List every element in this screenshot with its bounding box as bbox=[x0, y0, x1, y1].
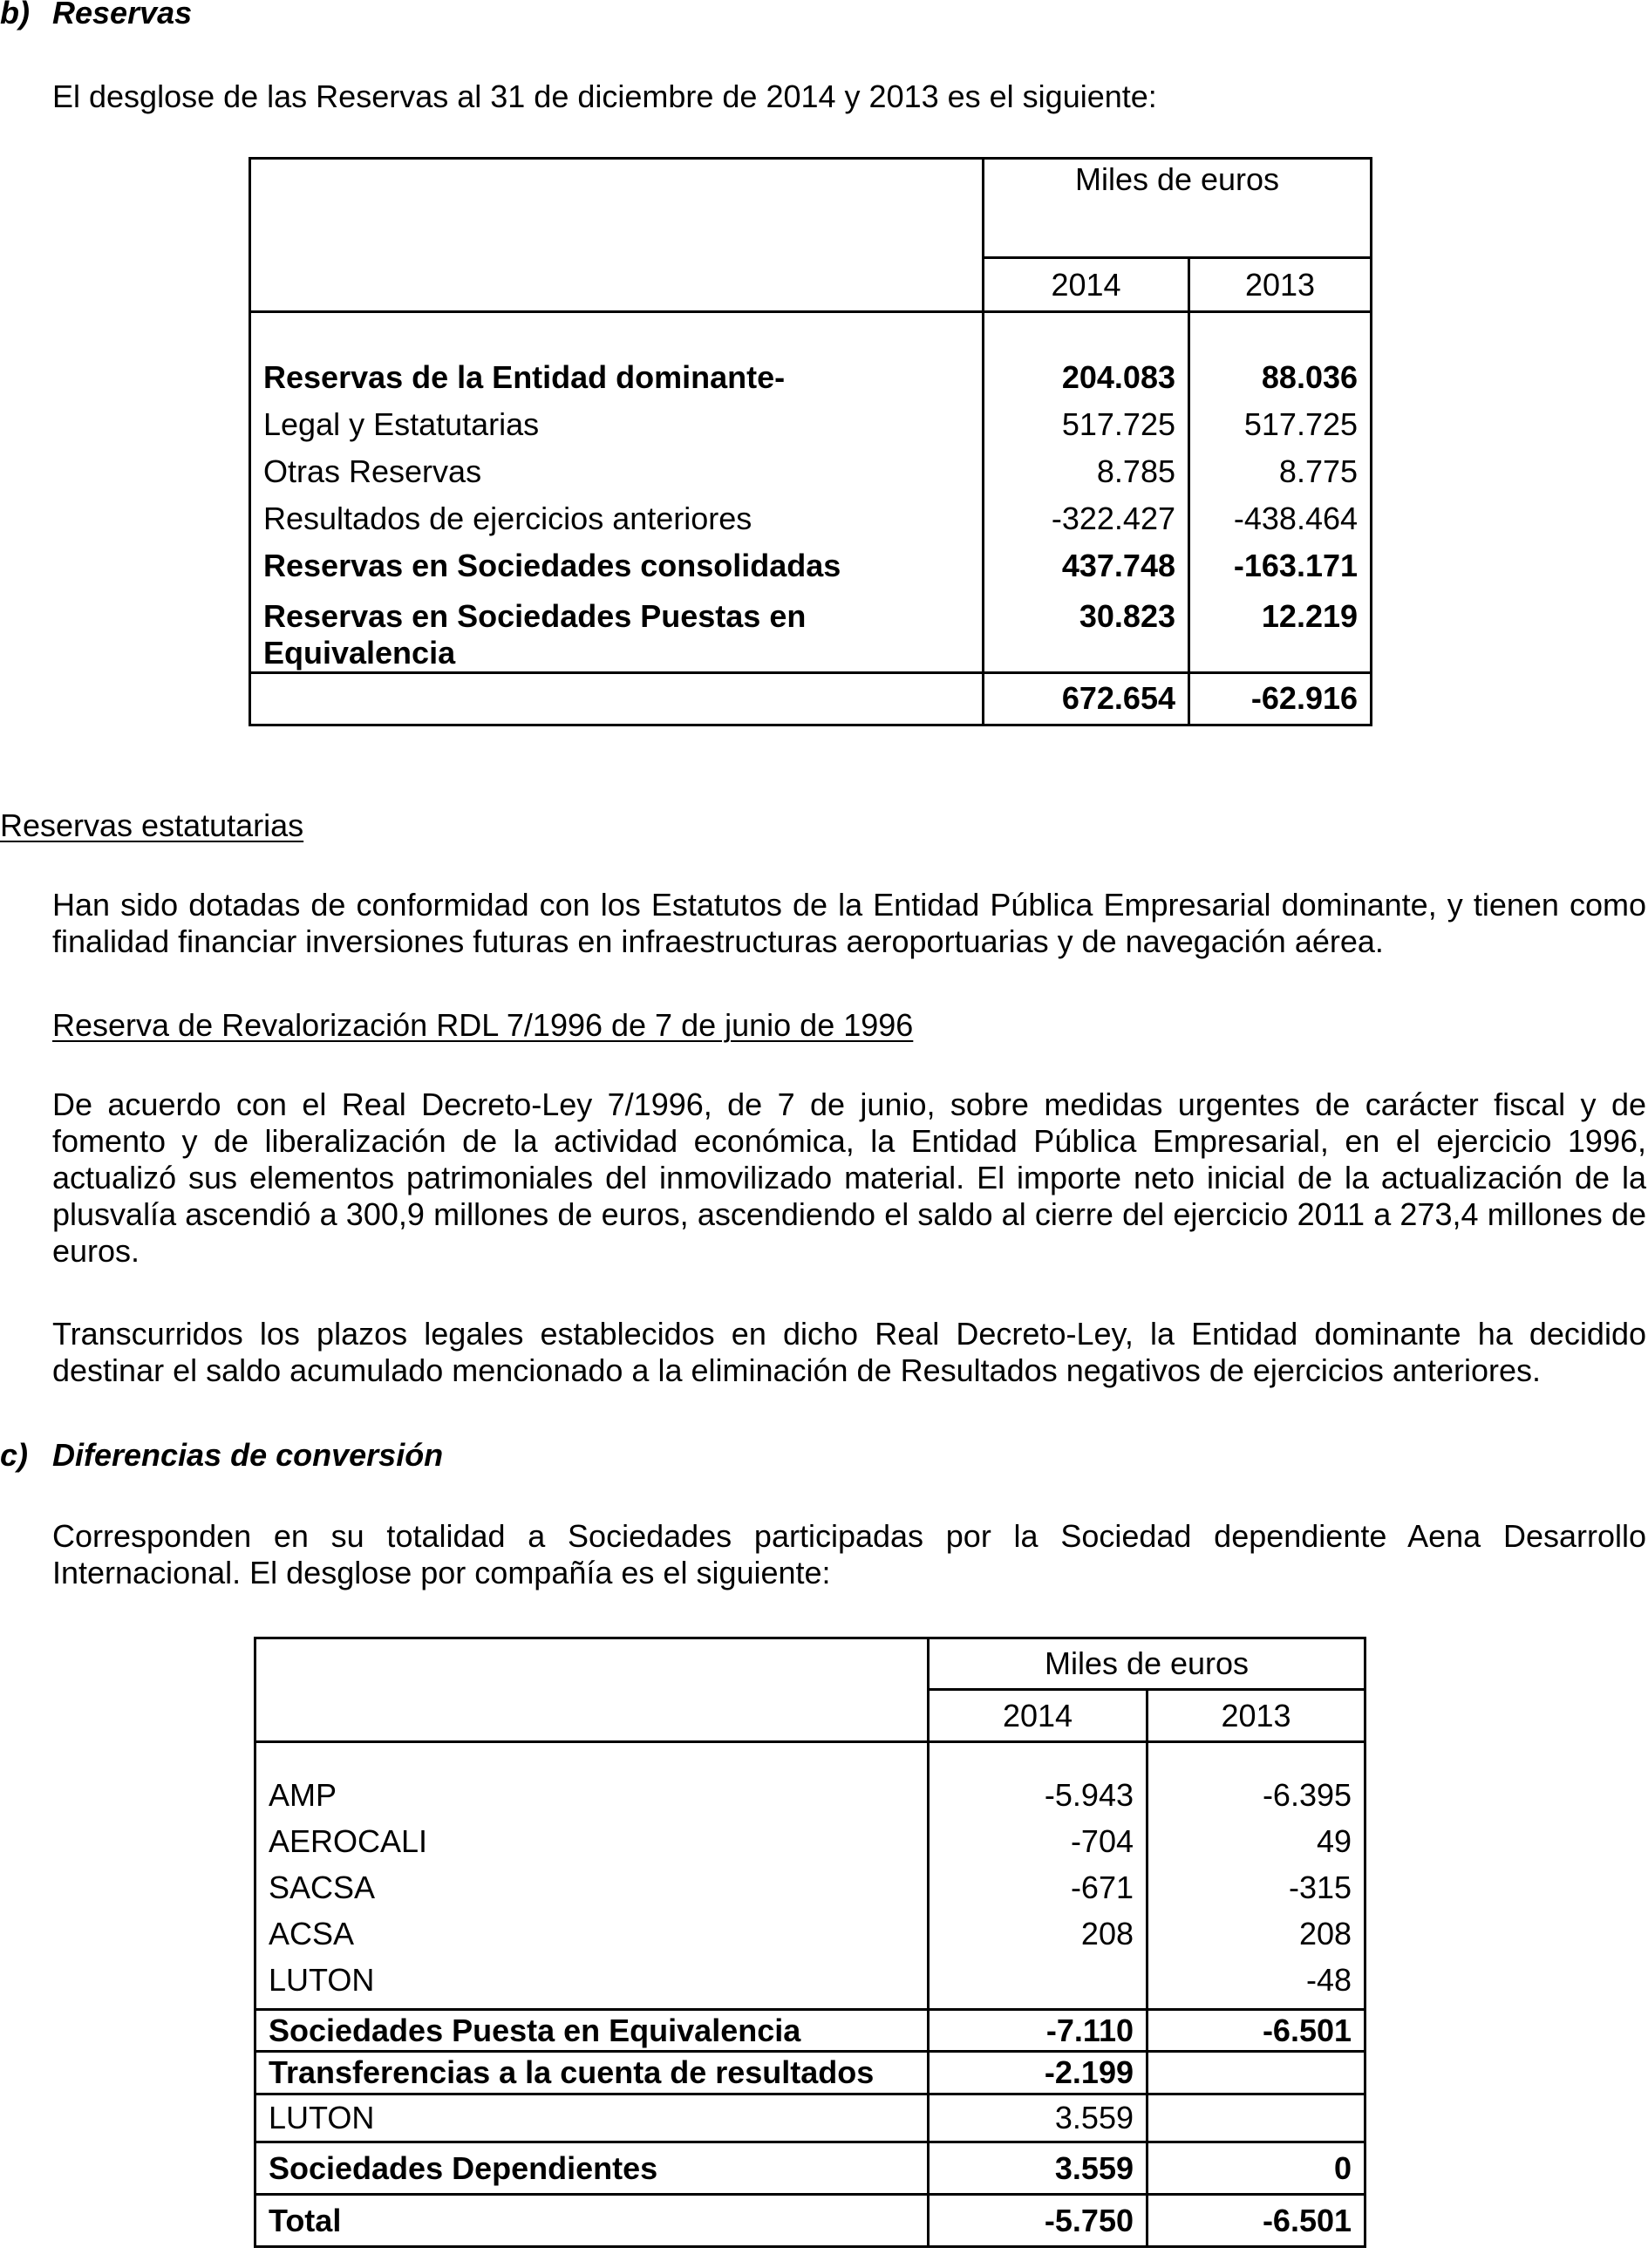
dependientes-2014: 3.559 bbox=[929, 2142, 1147, 2195]
row-label: Otras Reservas bbox=[250, 453, 984, 501]
luton-2014: 3.559 bbox=[929, 2094, 1147, 2142]
luton-label: LUTON bbox=[255, 2094, 929, 2142]
reservas-table bbox=[249, 157, 1372, 726]
company-label: AEROCALI bbox=[255, 1823, 929, 1870]
reservas-col-2013: 2013 bbox=[1189, 258, 1372, 312]
dependientes-2013: 0 bbox=[1147, 2142, 1365, 2195]
luton-2013 bbox=[1147, 2094, 1365, 2142]
total-label bbox=[250, 672, 984, 725]
row-value-2013: -438.464 bbox=[1189, 501, 1372, 548]
transferencias-label: Transferencias a la cuenta de resultados bbox=[255, 2052, 929, 2094]
reservas-spacer bbox=[250, 312, 984, 359]
diferencias-table bbox=[254, 1637, 1366, 2248]
company-value-2013: -315 bbox=[1147, 1870, 1365, 1916]
company-value-2014: -5.943 bbox=[929, 1777, 1147, 1823]
row-value-2013: 12.219 bbox=[1189, 595, 1372, 673]
table-row bbox=[255, 1962, 1365, 2010]
row-value-2013: 8.775 bbox=[1189, 453, 1372, 501]
section-b-label: b) bbox=[0, 0, 30, 31]
table-row bbox=[250, 501, 1372, 548]
total-row bbox=[255, 2195, 1365, 2247]
reservas-spacer bbox=[984, 312, 1189, 359]
dependientes-label: Sociedades Dependientes bbox=[255, 2142, 929, 2195]
table-row bbox=[250, 595, 1372, 673]
table-row bbox=[255, 2052, 1365, 2094]
company-value-2013: 208 bbox=[1147, 1916, 1365, 1962]
puesta-equivalencia-2013: -6.501 bbox=[1147, 2010, 1365, 2052]
row-value-2014: 204.083 bbox=[984, 359, 1189, 406]
puesta-equivalencia-label: Sociedades Puesta en Equivalencia bbox=[255, 2010, 929, 2052]
total-value-2014: -5.750 bbox=[929, 2195, 1147, 2247]
company-label: LUTON bbox=[255, 1962, 929, 2010]
diferencias-spacer bbox=[929, 1742, 1147, 1777]
reserva-revalorizacion-heading: Reserva de Revalorización RDL 7/1996 de 7 de junio de 1996 bbox=[52, 1007, 914, 1043]
reserva-revalorizacion-para1: De acuerdo con el Real Decreto-Ley 7/1996, de 7 de junio, sobre medidas urgentes de carácter fiscal y de fomento y de liberalización de la actividad económica, la Entidad Pública Empresarial, en el ejercicio 1996, actualizó sus elementos patrimoniales del inmovilizado material. El importe neto inicial de la actualización de la plusvalía ascendió a 300,9 millones de euros, ascendiendo el saldo al cierre del ejercicio 2011 a 273,4 millones de euros. bbox=[52, 1086, 1646, 1269]
transferencias-2013 bbox=[1147, 2052, 1365, 2094]
company-value-2014: -671 bbox=[929, 1870, 1147, 1916]
company-value-2014: 208 bbox=[929, 1916, 1147, 1962]
table-row bbox=[255, 1823, 1365, 1870]
row-value-2014: 517.725 bbox=[984, 406, 1189, 453]
table-row bbox=[250, 359, 1372, 406]
section-b-intro: El desglose de las Reservas al 31 de diciembre de 2014 y 2013 es el siguiente: bbox=[52, 78, 1157, 114]
row-value-2014: 30.823 bbox=[984, 595, 1189, 673]
section-b-title: Reservas bbox=[52, 0, 193, 31]
reservas-table-corner bbox=[250, 159, 984, 312]
section-c-heading bbox=[0, 1437, 443, 1474]
table-row bbox=[250, 453, 1372, 501]
section-c-label: c) bbox=[0, 1437, 29, 1473]
reservas-estatutarias-heading: Reservas estatutarias bbox=[0, 807, 304, 843]
row-value-2014: -322.427 bbox=[984, 501, 1189, 548]
total-value-2013: -6.501 bbox=[1147, 2195, 1365, 2247]
row-label: Legal y Estatutarias bbox=[250, 406, 984, 453]
row-value-2014: 437.748 bbox=[984, 548, 1189, 595]
reservas-col-2014: 2014 bbox=[984, 258, 1189, 312]
table-row bbox=[255, 2094, 1365, 2142]
row-label: Reservas en Sociedades consolidadas bbox=[250, 548, 984, 595]
row-label: Reservas de la Entidad dominante- bbox=[250, 359, 984, 406]
total-row bbox=[250, 672, 1372, 725]
table-row bbox=[255, 1777, 1365, 1823]
table-row bbox=[250, 406, 1372, 453]
puesta-equivalencia-2014: -7.110 bbox=[929, 2010, 1147, 2052]
company-label: AMP bbox=[255, 1777, 929, 1823]
total-value-2014: 672.654 bbox=[984, 672, 1189, 725]
reserva-revalorizacion-para2: Transcurridos los plazos legales establecidos en dicho Real Decreto-Ley, la Entidad dominante ha decidido destinar el saldo acumulado mencionado a la eliminación de Resultados negativos de ejercicios anteriores. bbox=[52, 1316, 1646, 1388]
table-row bbox=[255, 1870, 1365, 1916]
diferencias-spacer bbox=[255, 1742, 929, 1777]
row-label: Resultados de ejercicios anteriores bbox=[250, 501, 984, 548]
transferencias-2014: -2.199 bbox=[929, 2052, 1147, 2094]
company-label: SACSA bbox=[255, 1870, 929, 1916]
company-value-2013: 49 bbox=[1147, 1823, 1365, 1870]
row-value-2013: 517.725 bbox=[1189, 406, 1372, 453]
section-c-intro: Corresponden en su totalidad a Sociedades participadas por la Sociedad dependiente Aena Desarrollo Internacional. El desglose por compañía es el siguiente: bbox=[52, 1518, 1646, 1590]
subtotal-row bbox=[255, 2010, 1365, 2052]
table-row bbox=[255, 1916, 1365, 1962]
diferencias-col-2014: 2014 bbox=[929, 1690, 1147, 1742]
diferencias-spacer bbox=[1147, 1742, 1365, 1777]
row-value-2013: -163.171 bbox=[1189, 548, 1372, 595]
company-value-2014 bbox=[929, 1962, 1147, 2010]
company-label: ACSA bbox=[255, 1916, 929, 1962]
reservas-estatutarias-text: Han sido dotadas de conformidad con los Estatutos de la Entidad Pública Empresarial dominante, y tienen como finalidad financiar inversiones futuras en infraestructuras aeroportuarias y de navegación aérea. bbox=[52, 887, 1646, 959]
reservas-spacer bbox=[1189, 312, 1372, 359]
section-c-title: Diferencias de conversión bbox=[52, 1437, 444, 1473]
row-value-2013: 88.036 bbox=[1189, 359, 1372, 406]
total-value-2013: -62.916 bbox=[1189, 672, 1372, 725]
row-value-2014: 8.785 bbox=[984, 453, 1189, 501]
subtotal-row bbox=[255, 2142, 1365, 2195]
company-value-2013: -48 bbox=[1147, 1962, 1365, 2010]
total-label: Total bbox=[255, 2195, 929, 2247]
row-label: Reservas en Sociedades Puestas en Equivalencia bbox=[250, 595, 984, 673]
company-value-2013: -6.395 bbox=[1147, 1777, 1365, 1823]
reservas-header-group: Miles de euros bbox=[984, 159, 1372, 258]
table-row bbox=[250, 548, 1372, 595]
diferencias-col-2013: 2013 bbox=[1147, 1690, 1365, 1742]
diferencias-header-group: Miles de euros bbox=[929, 1638, 1365, 1690]
section-b-heading bbox=[0, 0, 192, 31]
company-value-2014: -704 bbox=[929, 1823, 1147, 1870]
diferencias-table-corner bbox=[255, 1638, 929, 1742]
